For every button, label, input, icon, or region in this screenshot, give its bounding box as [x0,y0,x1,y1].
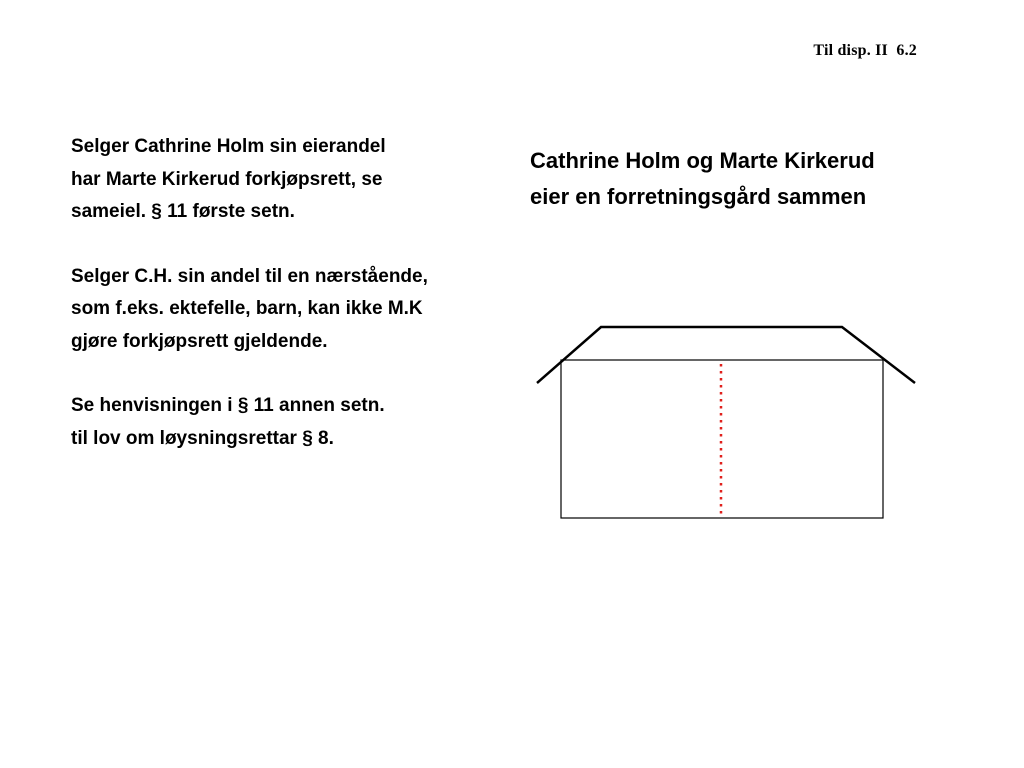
text-line: Selger C.H. sin andel til en nærstående, [71,265,428,287]
roof-line [537,327,915,383]
legal-notes [71,131,521,487]
text-line: som f.eks. ektefelle, barn, kan ikke M.K [71,298,423,319]
text-line: Selger Cathrine Holm sin eierandel [71,136,386,157]
paragraph-reference [71,390,521,455]
text-line: har Marte Kirkerud forkjøpsrett, se [71,168,383,190]
text-line: til lov om løysningsrettar § 8. [71,427,334,449]
paragraph-sale-preemption [71,131,521,229]
slide-label: Til disp. II 6.2 [813,42,917,59]
building-diagram [530,320,922,526]
text-line: Se henvisningen i § 11 annen setn. [71,395,385,416]
ownership-heading [530,143,970,215]
paragraph-related-party-exception [71,261,521,359]
building-body [561,360,883,518]
text-line: gjøre forkjøpsrett gjeldende. [71,330,328,352]
heading-line: Cathrine Holm og Marte Kirkerud [530,148,875,173]
heading-line: eier en forretningsgård sammen [530,184,867,209]
text-line: sameiel. § 11 første setn. [71,201,295,222]
